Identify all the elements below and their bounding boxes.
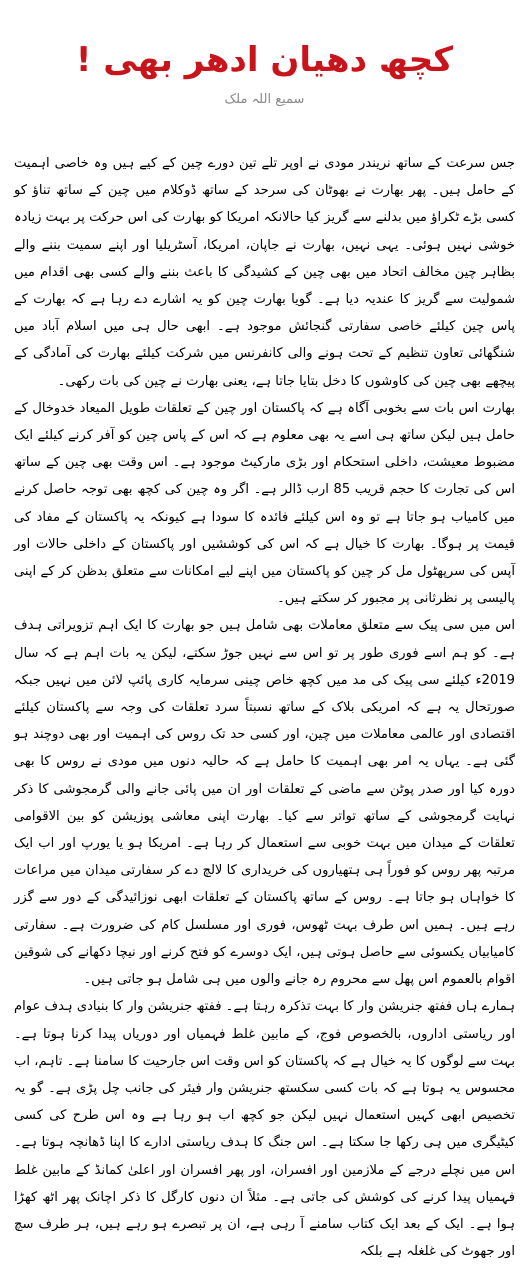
paragraph: ہمارے ہاں ففتھ جنریشن وار کا بہت تذکرہ رہتا ہے۔ ففتھ جنریشن وار کا بنیادی ہدف عوام اور ریاستی اداروں، بالخصوص فوج، کے مابین غلط فہمیاں اور دوریاں پیدا کرنا ہوتا ہے۔ بہت سے لوگوں کا یہ خیال ہے کہ پاکستان کو اس وقت اس جارحیت کا سامنا ہے۔ تاہم، اب محسوس یہ ہوتا ہے کہ بات کسی سکستھ جنریشن وار فیئر کی جانب چل پڑی ہے۔ گو یہ تخصیص ابھی کہیں استعمال نہیں لیکن جو کچھ اب ہو رہا ہے وہ اس طرح کی کسی کیٹیگری میں ہی رکھا جا سکتا ہے۔ اس جنگ کا ہدف ریاستی ادارے کا اپنا ڈھانچہ ہوتا ہے۔ اس میں نچلے درجے کے ملازمین اور افسران، اور پھر افسران اور اعلیٰ کمانڈ کے مابین غلط فہمیاں پیدا کرنے کی کوشش کی جاتی ہے۔ مثلاً ان دنوں کارگل کا ذکر اچانک پھر اٹھ کھڑا ہوا ہے۔ ایک کے بعد ایک کتاب سامنے آ رہی ہے، ان پر تبصرے ہو رہے ہیں، ہر طرف سچ اور جھوٹ کی غلغلہ ہے بلکہ (14, 999, 515, 1260)
paragraph: جس سرعت کے ساتھ نریندر مودی نے اوپر تلے تین دورے چین کے کیے ہیں وہ خاصی اہمیت کے حامل ہیں۔ پھر بھارت نے بھوٹان کی سرحد کے ساتھ ڈوکلام میں چین کے ساتھ تناؤ کو کسی بڑے ٹکراؤ میں بدلنے سے گریز کیا حالانکہ امریکا کو بھارت کی اس حرکت پر بہت زیادہ خوشی نہیں ہوئی۔ یہی نہیں، بھارت نے جاپان، امریکا، آسٹریلیا اور اپنے سمیت بننے والے بظاہر چین مخالف اتحاد میں بھی چین کے کشیدگی کا باعث بننے والے کسی بھی اقدام میں شمولیت سے گریز کا عندیہ دیا ہے۔ گویا بھارت چین کو یہ اشارے دے رہا ہے کہ بھارت کے پاس چین کیلئے خاصی سفارتی گنجائش موجود ہے۔ ابھی حال ہی میں اسلام آباد میں شنگھائی تعاون تنظیم کے تحت ہونے والی کانفرنس میں شرکت کیلئے بھارت کی آمادگی کے پیچھے بھی چین کی کاوشوں کا دخل بتایا جاتا ہے، یعنی بھارت نے چین کی بات رکھی۔ (14, 156, 515, 389)
paragraph: بھارت اس بات سے بخوبی آگاہ ہے کہ پاکستان اور چین کے تعلقات طویل المیعاد خدوخال کے حامل ہیں لیکن ساتھ ہی اسے یہ بھی معلوم ہے کہ اس کے پاس چین کو آفر کرنے کیلئے ایک مضبوط معیشت، داخلی استحکام اور بڑی مارکیٹ موجود ہے۔ اس وقت بھی چین کے ساتھ اس کی تجارت کا حجم قریب 85 ارب ڈالر ہے۔ اگر وہ چین کی کچھ بھی توجہ حاصل کرنے میں کامیاب ہو جاتا ہے تو وہ اس کیلئے فائدہ کا سودا ہے کیونکہ یہ پاکستان کے مفاد کی قیمت پر ہوگا۔ بھارت کا خیال ہے کہ اس کی کوششیں اور پاکستان کے داخلی حالات اور آپس کی سرپھٹول مل کر چین کو پاکستان میں اپنے لیے امکانات سے متعلق بدظن کر کے اپنی پالیسی پر نظرثانی پر مجبور کر سکتے ہیں۔ (14, 400, 515, 607)
article-title: کچھ دھیان ادھر بھی ! (75, 40, 454, 80)
article-body (14, 150, 515, 1265)
author-name: سمیع اللہ ملک (224, 92, 305, 107)
paragraph: اس میں سی پیک سے متعلق معاملات بھی شامل ہیں جو بھارت کا ایک اہم تزویراتی ہدف ہے۔ کو ہم اسے فوری طور پر تو اس سے نہیں جوڑ سکتے، لیکن یہ بات اہم ہے کہ سال 2019ء کیلئے سی پیک کی مد میں کچھ خاص چینی سرمایہ کاری پائپ لائن میں نہیں جبکہ صورتحال یہ ہے کہ امریکی بلاک کے ساتھ نسبتاً سرد تعلقات کی وجہ سے پاکستان کیلئے اقتصادی اور عالمی معاملات میں چین، اور کسی حد تک روس کی اہمیت اور بھی دوچند ہو گئی ہے۔ یہاں یہ امر بھی اہمیت کا حامل ہے کہ حالیہ دنوں میں مودی نے روس کا بھی دورہ کیا اور صدر پوٹن سے ماضی کے تعلقات اور ان میں پائی جانے والی گرمجوشی کا ذکر نہایت گرمجوشی کے ساتھ تواتر سے کیا۔ بھارت اپنی معاشی پوزیشن کو بین الاقوامی تعلقات کے میدان میں بہت خوبی سے استعمال کر رہا ہے۔ امریکا ہو یا یورپ اور اب ایک مرتبہ پھر روس کو فوراً ہی ہتھیاروں کی خریداری کا لالچ دے کر سفارتی میدان میں مراعات کا خواہاں ہو جاتا ہے۔ روس کے ساتھ پاکستان کے تعلقات ابھی نوزائیدگی کے دور سے گزر رہے ہیں۔ ہمیں اس طرف بہت ٹھوس، فوری اور مسلسل کام کی ضرورت ہے۔ سفارتی کامیابیاں یکسوئی سے حاصل ہوتی ہیں، ایک دوسرے کو فتح کرنے اور نیچا دکھانے کی شوقین اقوام بالعموم اس پھل سے محروم رہ جانے والوں میں ہی شامل ہو جاتی ہیں۔ (14, 618, 515, 988)
